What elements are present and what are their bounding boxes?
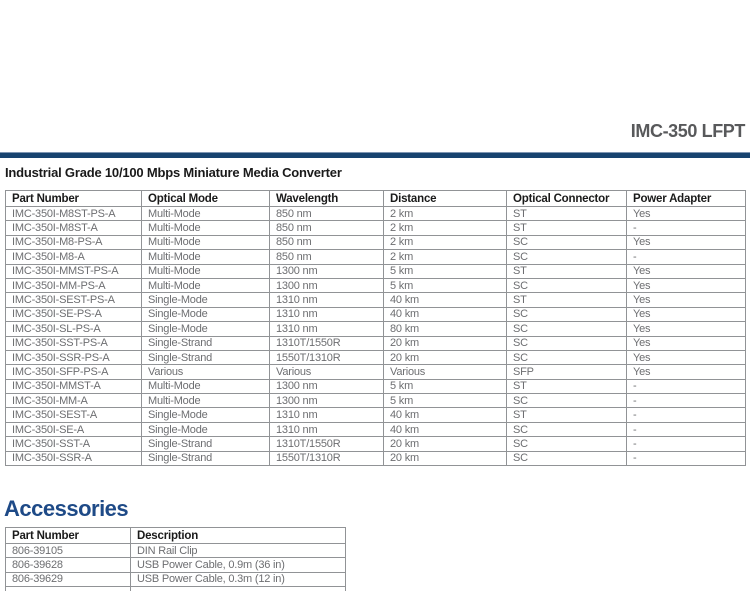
table-cell: Various bbox=[270, 365, 384, 379]
table-cell: 2 km bbox=[384, 221, 507, 235]
table-cell: IMC-350I-SST-PS-A bbox=[6, 336, 142, 350]
table-cell: 40 km bbox=[384, 408, 507, 422]
table-cell: 1310 nm bbox=[270, 322, 384, 336]
table-cell: ST bbox=[507, 408, 627, 422]
table-cell: SC bbox=[507, 307, 627, 321]
table-cell: - bbox=[627, 221, 746, 235]
table-cell: SC bbox=[507, 394, 627, 408]
table-cell: USB Power Cable, 0.3m (12 in) bbox=[131, 572, 346, 586]
table-cell: IMC-350I-SSR-A bbox=[6, 451, 142, 465]
table-cell: IMC-350I-SE-A bbox=[6, 422, 142, 436]
table-cell: 850 nm bbox=[270, 221, 384, 235]
table-cell: SC bbox=[507, 250, 627, 264]
product-spec-table bbox=[5, 190, 746, 466]
table-cell: 1300 nm bbox=[270, 264, 384, 278]
table-cell: ST bbox=[507, 221, 627, 235]
column-header: Optical Connector bbox=[507, 191, 627, 207]
table-cell: 1300 nm bbox=[270, 379, 384, 393]
table-cell: Yes bbox=[627, 307, 746, 321]
table-cell: Multi-Mode bbox=[142, 207, 270, 221]
table-cell: IMC-350I-MM-A bbox=[6, 394, 142, 408]
column-header: Distance bbox=[384, 191, 507, 207]
table-cell: 1310 nm bbox=[270, 293, 384, 307]
table-cell: Single-Mode bbox=[142, 307, 270, 321]
table-row bbox=[6, 307, 746, 321]
column-header: Wavelength bbox=[270, 191, 384, 207]
table-cell: IMC-350I-MMST-A bbox=[6, 379, 142, 393]
table-row bbox=[6, 394, 746, 408]
table-cell: IMC-350I-SE-PS-A bbox=[6, 307, 142, 321]
table-row bbox=[6, 544, 346, 558]
table-cell: - bbox=[627, 379, 746, 393]
table-row bbox=[6, 336, 746, 350]
table-cell: - bbox=[627, 408, 746, 422]
table-row bbox=[6, 437, 746, 451]
table-cell: SC bbox=[507, 278, 627, 292]
accessories-heading: Accessories bbox=[4, 496, 129, 521]
table-cell: 850 nm bbox=[270, 250, 384, 264]
table-cell: IMC-350I-SL-PS-A bbox=[6, 322, 142, 336]
table-cell: Yes bbox=[627, 350, 746, 364]
table-row bbox=[6, 250, 746, 264]
table-cell: IMC-350I-SEST-PS-A bbox=[6, 293, 142, 307]
table-cell: IMC-350I-M8ST-PS-A bbox=[6, 207, 142, 221]
column-header: Part Number bbox=[6, 191, 142, 207]
table-cell: 5 km bbox=[384, 379, 507, 393]
table-cell: Single-Strand bbox=[142, 437, 270, 451]
table-cell: 5 km bbox=[384, 394, 507, 408]
table-cell: Multi-Mode bbox=[142, 278, 270, 292]
table-cell: Yes bbox=[627, 207, 746, 221]
table-cell: SC bbox=[507, 235, 627, 249]
table-row bbox=[6, 451, 746, 465]
header-row bbox=[6, 528, 346, 544]
table-cell: SC bbox=[507, 322, 627, 336]
table-row bbox=[6, 278, 746, 292]
table-cell: - bbox=[627, 437, 746, 451]
table-cell: 5 km bbox=[384, 278, 507, 292]
table-cell: DIN Rail Clip bbox=[131, 544, 346, 558]
table-cell: Multi-Mode bbox=[142, 250, 270, 264]
table-cell: Yes bbox=[627, 235, 746, 249]
table-row bbox=[6, 558, 346, 572]
column-header: Description bbox=[131, 528, 346, 544]
table-cell: Various bbox=[142, 365, 270, 379]
table-cell: Various bbox=[384, 365, 507, 379]
table-row bbox=[6, 235, 746, 249]
table-cell: Single-Strand bbox=[142, 336, 270, 350]
table-cell: IMC-350I-M8ST-A bbox=[6, 221, 142, 235]
table-cell bbox=[131, 587, 346, 591]
table-cell: 806-39105 bbox=[6, 544, 131, 558]
table-cell: Single-Mode bbox=[142, 408, 270, 422]
table-cell: ST bbox=[507, 293, 627, 307]
table-cell: SC bbox=[507, 422, 627, 436]
table-row bbox=[6, 293, 746, 307]
column-header: Optical Mode bbox=[142, 191, 270, 207]
table-cell: SC bbox=[507, 437, 627, 451]
table-cell: ST bbox=[507, 264, 627, 278]
table-row bbox=[6, 365, 746, 379]
table-cell: 40 km bbox=[384, 422, 507, 436]
table-cell: Yes bbox=[627, 322, 746, 336]
partial-table-row bbox=[6, 587, 346, 591]
table-cell: 40 km bbox=[384, 293, 507, 307]
header-accent-bar bbox=[0, 152, 750, 158]
table-cell: IMC-350I-SEST-A bbox=[6, 408, 142, 422]
accessories-table bbox=[5, 527, 346, 591]
table-cell: IMC-350I-MMST-PS-A bbox=[6, 264, 142, 278]
table-cell: - bbox=[627, 250, 746, 264]
table-cell: - bbox=[627, 422, 746, 436]
table-cell: IMC-350I-SST-A bbox=[6, 437, 142, 451]
table-cell: IMC-350I-M8-PS-A bbox=[6, 235, 142, 249]
table-cell: 1550T/1310R bbox=[270, 350, 384, 364]
table-cell: Yes bbox=[627, 264, 746, 278]
table-cell: Multi-Mode bbox=[142, 221, 270, 235]
table-cell: IMC-350I-SSR-PS-A bbox=[6, 350, 142, 364]
table-cell: 1310 nm bbox=[270, 422, 384, 436]
table-cell: 850 nm bbox=[270, 235, 384, 249]
table-cell: USB Power Cable, 0.9m (36 in) bbox=[131, 558, 346, 572]
table-cell: Single-Mode bbox=[142, 293, 270, 307]
table-cell: IMC-350I-SFP-PS-A bbox=[6, 365, 142, 379]
table-cell: Multi-Mode bbox=[142, 264, 270, 278]
table-cell: 20 km bbox=[384, 451, 507, 465]
table-cell: 40 km bbox=[384, 307, 507, 321]
table-row bbox=[6, 379, 746, 393]
table-cell: Yes bbox=[627, 365, 746, 379]
table-cell: - bbox=[627, 451, 746, 465]
doc-title: IMC-350 LFPT bbox=[630, 121, 745, 141]
table-row bbox=[6, 207, 746, 221]
column-header: Power Adapter bbox=[627, 191, 746, 207]
table-cell: Single-Strand bbox=[142, 350, 270, 364]
table-cell: 20 km bbox=[384, 437, 507, 451]
table-cell: SC bbox=[507, 350, 627, 364]
table-cell: Single-Mode bbox=[142, 322, 270, 336]
table-cell: - bbox=[627, 394, 746, 408]
table-cell: 20 km bbox=[384, 350, 507, 364]
table-cell: 80 km bbox=[384, 322, 507, 336]
table-cell: ST bbox=[507, 207, 627, 221]
table-cell: 1550T/1310R bbox=[270, 451, 384, 465]
column-header: Part Number bbox=[6, 528, 131, 544]
table-cell: 2 km bbox=[384, 207, 507, 221]
table-cell: Yes bbox=[627, 278, 746, 292]
table-cell: 850 nm bbox=[270, 207, 384, 221]
table-cell: IMC-350I-MM-PS-A bbox=[6, 278, 142, 292]
table-cell: Single-Mode bbox=[142, 422, 270, 436]
table-cell: Yes bbox=[627, 336, 746, 350]
table-cell: Single-Strand bbox=[142, 451, 270, 465]
table-cell: Multi-Mode bbox=[142, 235, 270, 249]
table-cell: 5 km bbox=[384, 264, 507, 278]
table-cell: Multi-Mode bbox=[142, 394, 270, 408]
table-cell: 20 km bbox=[384, 336, 507, 350]
table-cell: 2 km bbox=[384, 250, 507, 264]
table-row bbox=[6, 322, 746, 336]
table-cell: 1310 nm bbox=[270, 408, 384, 422]
table-row bbox=[6, 264, 746, 278]
table-cell: ST bbox=[507, 379, 627, 393]
table-cell: 1300 nm bbox=[270, 278, 384, 292]
table-cell: 1310T/1550R bbox=[270, 336, 384, 350]
table-row bbox=[6, 350, 746, 364]
table-cell: SFP bbox=[507, 365, 627, 379]
table-cell: Yes bbox=[627, 293, 746, 307]
table-cell: 1310T/1550R bbox=[270, 437, 384, 451]
table-cell: 1310 nm bbox=[270, 307, 384, 321]
table-cell: Multi-Mode bbox=[142, 379, 270, 393]
table-row bbox=[6, 572, 346, 586]
section-title: Industrial Grade 10/100 Mbps Miniature Media Converter bbox=[5, 165, 342, 180]
table-row bbox=[6, 408, 746, 422]
table-cell: 806-39628 bbox=[6, 558, 131, 572]
table-cell: IMC-350I-M8-A bbox=[6, 250, 142, 264]
header-row bbox=[6, 191, 746, 207]
table-cell: 2 km bbox=[384, 235, 507, 249]
table-cell: SC bbox=[507, 451, 627, 465]
table-row bbox=[6, 221, 746, 235]
table-row bbox=[6, 422, 746, 436]
table-cell: 806-39629 bbox=[6, 572, 131, 586]
table-cell: 1300 nm bbox=[270, 394, 384, 408]
table-cell: SC bbox=[507, 336, 627, 350]
table-cell bbox=[6, 587, 131, 591]
